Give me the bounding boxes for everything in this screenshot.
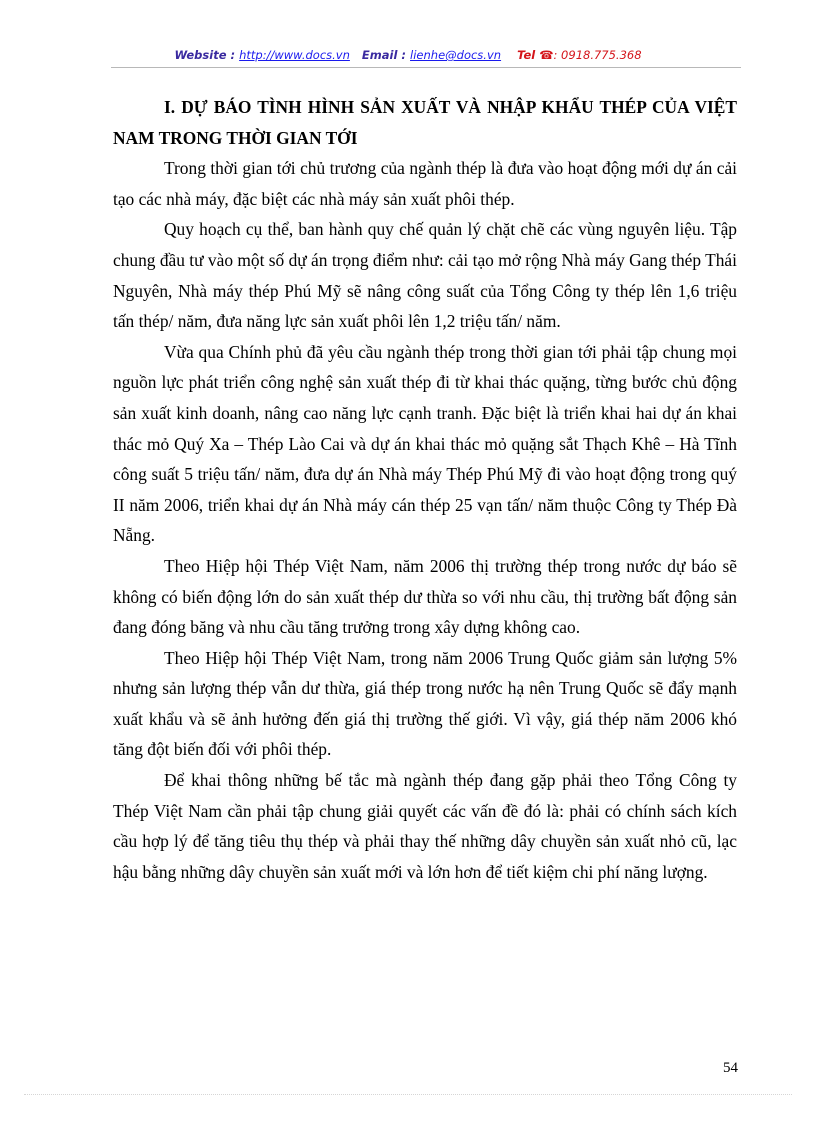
- footer-divider: [24, 1094, 792, 1095]
- page-number: 54: [723, 1060, 738, 1076]
- document-body: [113, 92, 737, 887]
- website-label: Website :: [174, 48, 236, 62]
- paragraph: Trong thời gian tới chủ trương của ngành thép là đưa vào hoạt động mới dự án cải tạo các nhà máy, đặc biệt các nhà máy sản xuất phôi thép.: [113, 158, 737, 209]
- paragraph: Để khai thông những bế tắc mà ngành thép đang gặp phải theo Tổng Công ty Thép Việt Nam cần phải tập chung giải quyết các vấn đề đó là: phải có chính sách kích cầu hợp lý để tăng tiêu thụ thép và phải thay thế những dây chuyền sản xuất nhỏ cũ, lạc hậu bằng những dây chuyền sản xuất mới và lớn hơn để tiết kiệm chi phí năng lượng.: [113, 770, 737, 882]
- email-link[interactable]: lienhe@docs.vn: [410, 48, 502, 62]
- tel-label: Tel: [517, 48, 536, 62]
- paragraph: Vừa qua Chính phủ đã yêu cầu ngành thép trong thời gian tới phải tập chung mọi nguồn lực phát triển công nghệ sản xuất thép đi từ khai thác quặng, từng bước chủ động sản xuất kinh doanh, nâng cao năng lực cạnh tranh. Đặc biệt là triển khai hai dự án khai thác mỏ Quý Xa – Thép Lào Cai và dự án khai thác mỏ quặng sắt Thạch Khê – Hà Tĩnh công suất 5 triệu tấn/ năm, đưa dự án Nhà máy Thép Phú Mỹ đi vào hoạt động trong quý II năm 2006, triển khai dự án Nhà máy cán thép 25 vạn tấn/ năm thuộc Công ty Thép Đà Nẵng.: [113, 341, 737, 546]
- section-title: I. DỰ BÁO TÌNH HÌNH SẢN XUẤT VÀ NHẬP KHẨU THÉP CỦA VIỆT NAM TRONG THỜI GIAN TỚI: [113, 97, 737, 148]
- phone-icon: ☎: [539, 48, 554, 62]
- paragraph: Quy hoạch cụ thể, ban hành quy chế quản lý chặt chẽ các vùng nguyên liệu. Tập chung đầu tư vào một số dự án trọng điểm như: cải tạo mở rộng Nhà máy Gang thép Thái Nguyên, Nhà máy thép Phú Mỹ sẽ nâng công suất của Tổng Công ty thép lên 1,6 triệu tấn thép/ năm, đưa năng lực sản xuất phôi lên 1,2 triệu tấn/ năm.: [113, 219, 737, 332]
- paragraph: Theo Hiệp hội Thép Việt Nam, năm 2006 thị trường thép trong nước dự báo sẽ không có biến động lớn do sản xuất thép dư thừa so với nhu cầu, thị trường bất động sản đang đóng băng và nhu cầu tăng trưởng trong xây dựng không cao.: [113, 555, 737, 638]
- website-link[interactable]: http://www.docs.vn: [239, 48, 350, 62]
- header-divider: [111, 67, 741, 68]
- paragraph: Theo Hiệp hội Thép Việt Nam, trong năm 2006 Trung Quốc giảm sản lượng 5% nhưng sản lượng thép vẫn dư thừa, giá thép trong nước hạ nên Trung Quốc sẽ đẩy mạnh xuất khẩu và sẽ ảnh hưởng đến giá thị trường thế giới. Vì vậy, giá thép năm 2006 khó tăng đột biến đối với phôi thép.: [113, 647, 737, 760]
- page-header: [0, 48, 816, 62]
- tel-number: : 0918.775.368: [553, 48, 642, 62]
- email-label: Email :: [361, 48, 407, 62]
